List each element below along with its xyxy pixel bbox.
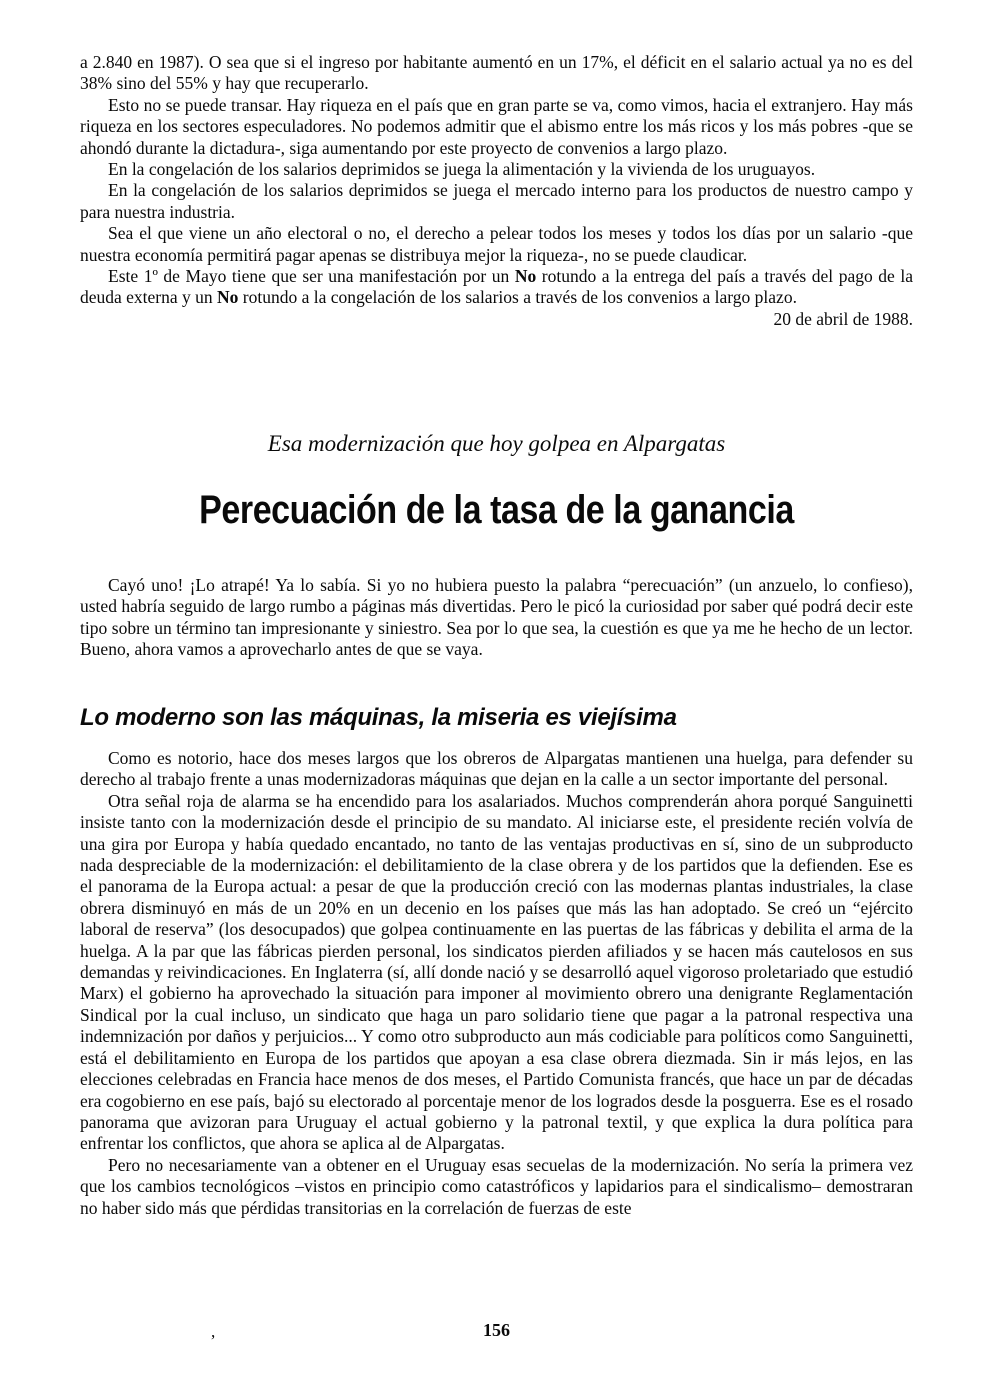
- text-run: Como es notorio, hace dos meses largos que los obreros de Alpargatas mantienen una huelga, para defender su derecho al trabajo frente a unas modernizadoras máquinas que dejan en la calle a un sector importante del personal.: [80, 748, 913, 790]
- paragraph: [80, 159, 913, 180]
- paragraph: [80, 52, 913, 95]
- article-title: Perecuación de la tasa de la ganancia: [199, 488, 794, 532]
- continued-article-text: [80, 52, 913, 330]
- body-paragraphs: [80, 748, 913, 1219]
- text-run: a 2.840 en 1987). O sea que si el ingreso por habitante aumentó en un 17%, el déficit en el salario actual ya no es del 38% sino del 55% y hay que recuperarlo.: [80, 52, 913, 94]
- paragraph: [80, 575, 913, 661]
- article-kicker: Esa modernización que hoy golpea en Alpargatas: [267, 431, 726, 456]
- top-paragraphs: [80, 52, 913, 309]
- text-run: Este 1º de Mayo tiene que ser una manifestación por un: [108, 266, 515, 287]
- text-run: Pero no necesariamente van a obtener en el Uruguay esas secuelas de la modernización. No sería la primera vez que los cambios tecnológicos –vistos en principio como catastróficos y lapidarios para el sindicalismo– demostraran no haber sido más que pérdidas transitorias en la correlación de fuerzas de este: [80, 1154, 913, 1218]
- text-run: En la congelación de los salarios deprimidos se juega el mercado interno para los productos de nuestro campo y para nuestra industria.: [80, 180, 913, 222]
- page-number: 156: [483, 1320, 510, 1340]
- text-run: Otra señal roja de alarma se ha encendido para los asalariados. Muchos comprenderán ahora porqué Sanguinetti insiste tanto con la modernización desde el principio de su mandato. Al iniciarse este, el presidente recién volvía de una gira por Europa y había quedado encantado, no tanto de las ventajas productivas en sí, sino de un subproducto nada despreciable de la modernización: el debilitamiento de la clase obrera y de los partidos que la defienden. Ese es el panorama de la Europa actual: a pesar de que la producción creció con las modernas plantas industriales, la clase obrera disminuyó en más de un 20% en un decenio en los países que más las han adoptado. Se creó un “ejército laboral de reserva” (los desocupados) que golpea continuamente en las puertas de las fábricas y debilita el arma de la huelga. A la par que las fábricas pierden personal, los sindicatos pierden afiliados y se hacen más cautelosos en sus demandas y reivindicaciones. En Inglaterra (sí, allí donde nació y se desarrolló aquel vigoroso proletariado que estudió Marx) el gobierno ha aprovechado la situación para imponer al movimiento obrero una denigrante Reglamentación Sindical por la cual incluso, un sindicato que haga un paro solidario tiene que pagar a la patronal respectiva una indemnización por daños y perjuicios... Y como otro subproducto aun más codiciable para políticos como Sanguinetti, está el debilitamiento en Europa de los partidos que apoyan a esa clase obrera diezmada. Sin ir más lejos, en las elecciones celebradas en Francia hace menos de dos meses, el Partido Comunista francés, que hace un par de décadas era cogobierno en ese país, bajó su electorado al porcentaje menor de los logrados desde la posguerra. Ese es el rosado panorama que avizoran para Uruguay el actual gobierno y la patronal textil, y que explica la dura política para enfrentar los conflictos, que ahora se aplica al de Alpargatas.: [80, 790, 913, 1154]
- dateline: 20 de abril de 1988.: [773, 308, 913, 329]
- paragraph: [80, 748, 913, 791]
- text-run: No: [514, 266, 537, 287]
- section-heading: Lo moderno son las máquinas, la miseria es viejísima: [80, 704, 677, 731]
- text-run: Esto no se puede transar. Hay riqueza en el país que en gran parte se va, como vimos, hacia el extranjero. Hay más riqueza en los sectores especuladores. No podemos admitir que el abismo entre los más ricos y los más pobres -que se ahondó durante la dictadura-, siga aumentando por este proyecto de convenios a largo plazo.: [80, 94, 913, 158]
- text-run: Sea el que viene un año electoral o no, el derecho a pelear todos los meses y todos los días por un salario -que nuestra economía permitirá pagar apenas se distribuya mejor la riqueza-, no se puede claudicar.: [80, 223, 913, 265]
- text-run: rotundo a la congelación de los salarios a través de los convenios a largo plazo.: [238, 287, 797, 308]
- lead-paragraphs: [80, 575, 913, 661]
- paragraph: [80, 266, 913, 309]
- text-run: No: [217, 287, 239, 308]
- paragraph: [80, 791, 913, 1155]
- stray-mark: ,: [211, 1322, 216, 1341]
- paragraph: [80, 180, 913, 223]
- paragraph: [80, 1155, 913, 1219]
- paragraph: [80, 223, 913, 266]
- text-run: Cayó uno! ¡Lo atrapé! Ya lo sabía. Si yo no hubiera puesto la palabra “perecuación” (un anzuelo, lo confieso), usted habría seguido de largo rumbo a páginas más divertidas. Pero le picó la curiosidad por saber qué podrá decir este tipo sobre un término tan impresionante y siniestro. Sea por lo que sea, la cuestión es que ya me he hecho de un lector. Bueno, ahora vamos a aprovecharlo antes de que se vaya.: [80, 575, 913, 660]
- text-run: rotundo a la entrega del país a través del pago de la deuda externa y un: [80, 266, 913, 308]
- text-run: En la congelación de los salarios deprimidos se juega la alimentación y la vivienda de los uruguayos.: [108, 159, 816, 180]
- text-column: [80, 0, 913, 1373]
- paragraph: [80, 95, 913, 159]
